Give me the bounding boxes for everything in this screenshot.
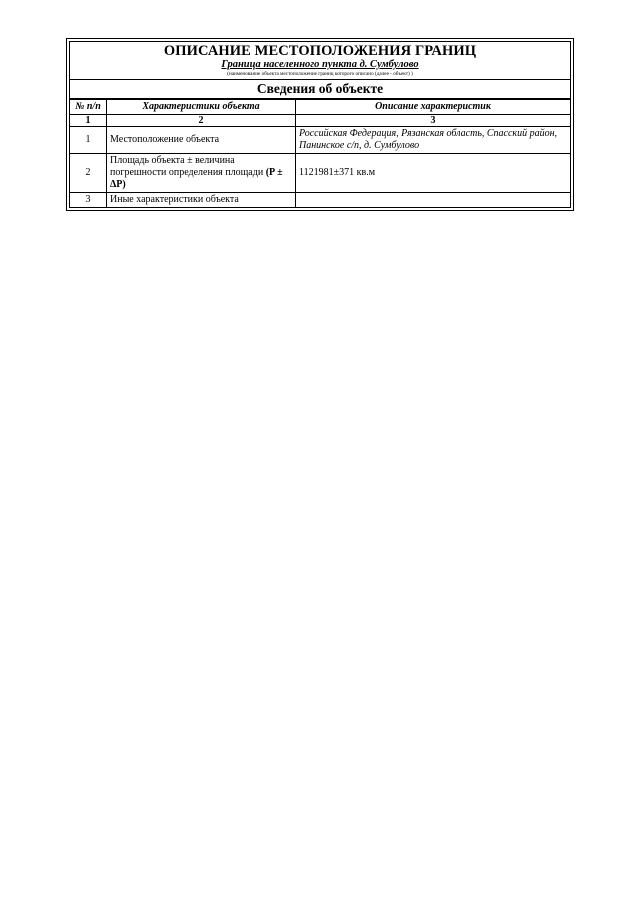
row-characteristic: Местоположение объекта <box>107 127 296 154</box>
column-number-3: 3 <box>296 115 571 127</box>
row-value: 1121981±371 кв.м <box>296 154 571 193</box>
row-number: 2 <box>70 154 107 193</box>
table-row <box>70 127 571 154</box>
table-row <box>70 154 571 193</box>
row-characteristic-formula: (P ± ΔP) <box>110 167 283 190</box>
section-title: Сведения об объекте <box>69 80 571 99</box>
row-value <box>296 193 571 208</box>
column-number-row <box>70 115 571 127</box>
document-header <box>69 41 571 80</box>
column-number-1: 1 <box>70 115 107 127</box>
row-characteristic <box>107 154 296 193</box>
document-caption: (наименование объекта местоположение границ которого описано (далее - объект) ) <box>227 71 413 77</box>
row-number: 3 <box>70 193 107 208</box>
table-header-row <box>70 100 571 115</box>
row-number: 1 <box>70 127 107 154</box>
row-value: Российская Федерация, Рязанская область, Спасский район, Панинское с/п, д. Сумбулово <box>296 127 571 154</box>
object-info-table <box>69 99 571 208</box>
column-number-2: 2 <box>107 115 296 127</box>
document-sheet <box>66 38 574 211</box>
row-characteristic: Иные характеристики объекта <box>107 193 296 208</box>
column-header-description: Описание характеристик <box>296 100 571 115</box>
row-characteristic-text: Площадь объекта ± величина погрешности определения площади <box>110 155 264 178</box>
column-header-number: № п/п <box>70 100 107 115</box>
table-row <box>70 193 571 208</box>
document-title: ОПИСАНИЕ МЕСТОПОЛОЖЕНИЯ ГРАНИЦ <box>163 43 477 59</box>
document-subtitle: Граница населенного пункта д. Сумбулово <box>221 59 419 70</box>
column-header-characteristic: Характеристики объекта <box>107 100 296 115</box>
